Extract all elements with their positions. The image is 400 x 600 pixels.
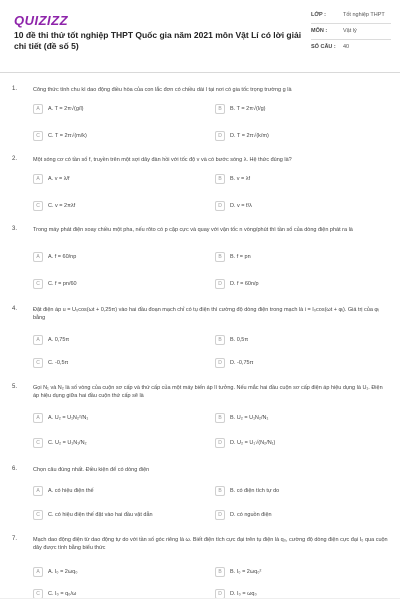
option-letter-box: C	[33, 438, 43, 448]
option-label: D. T = 2π√(k/m)	[230, 133, 269, 139]
question-number: 1.	[12, 86, 18, 92]
document-header	[0, 0, 400, 73]
option-d[interactable]	[215, 510, 370, 520]
question-text: Đặt điện áp u = U₀cos(ωt + 0,25π) vào hai đầu đoạn mạch chỉ có tụ điện thì cường độ dòng điện trong mạch là i = I₀cos(ωt + φᵢ). Giá trị của φᵢ bằng	[33, 307, 379, 321]
option-letter-box: C	[33, 589, 43, 599]
option-letter-box: B	[215, 104, 225, 114]
option-label: B. v = λf	[230, 176, 251, 182]
option-label: B. f = pn	[230, 254, 251, 260]
option-letter-box: D	[215, 279, 225, 289]
option-letter-box: C	[33, 358, 43, 368]
meta-class-label: LỚP :	[311, 12, 326, 18]
option-label: A. U₂ = U₁N₂²/N₁	[48, 415, 89, 421]
option-label: C. v = 2πλf	[48, 203, 76, 209]
question-text: Mạch dao động điện từ dao động tự do với tần số góc riêng là ω. Biết điện tích cực đại trên tụ điện là q₀, cường độ dòng điện cực đại I₀ qua cuộn dây được tính bằng biểu thức	[33, 537, 388, 551]
option-label: A. T = 2π√(g/l)	[48, 106, 84, 112]
question-text: Công thức tính chu kì dao động điều hòa của con lắc đơn có chiều dài l tại nơi có gia tốc trọng trường g là	[33, 87, 292, 93]
option-a[interactable]	[33, 104, 188, 114]
option-letter-box: A	[33, 567, 43, 577]
option-letter-box: C	[33, 201, 43, 211]
option-label: C. I₀ = q₀/ω	[48, 591, 77, 597]
option-letter-box: D	[215, 589, 225, 599]
option-label: B. 0,5π	[230, 337, 249, 343]
option-a[interactable]	[33, 413, 188, 423]
meta-count-label: SỐ CÂU :	[311, 44, 336, 50]
meta-subject	[311, 28, 391, 40]
question-text: Gọi N₁ và N₂ là số vòng của cuộn sơ cấp và thứ cấp của một máy biến áp lí tưởng. Nếu mắc hai đầu cuộn sơ cấp điện áp hiệu dụng là U₁. Điện áp hiệu dụng giữa hai đầu cuộn thứ cấp sẽ là	[33, 385, 383, 399]
option-letter-box: B	[215, 413, 225, 423]
option-a[interactable]	[33, 567, 188, 577]
option-letter-box: D	[215, 358, 225, 368]
option-letter-box: D	[215, 201, 225, 211]
option-c[interactable]	[33, 510, 188, 520]
option-letter-box: A	[33, 174, 43, 184]
option-letter-box: C	[33, 131, 43, 141]
option-a[interactable]	[33, 252, 188, 262]
meta-subject-label: MÔN :	[311, 28, 328, 34]
option-letter-box: D	[215, 510, 225, 520]
option-letter-box: B	[215, 335, 225, 345]
option-letter-box: C	[33, 510, 43, 520]
meta-count	[311, 44, 391, 55]
option-label: A. I₀ = 2ωq₀	[48, 569, 78, 575]
option-c[interactable]	[33, 438, 188, 448]
meta-subject-value: Vật lý	[343, 28, 357, 34]
question-number: 7.	[12, 536, 18, 542]
question-text: Chọn câu đúng nhất. Điều kiện để có dòng điện	[33, 467, 150, 473]
option-b[interactable]	[215, 486, 370, 496]
option-label: C. -0,5π	[48, 360, 69, 366]
option-d[interactable]	[215, 131, 370, 141]
page-bottom-divider	[0, 598, 400, 599]
option-letter-box: B	[215, 567, 225, 577]
option-d[interactable]	[215, 201, 370, 211]
option-label: D. f = 60n/p	[230, 281, 259, 287]
option-c[interactable]	[33, 201, 188, 211]
option-d[interactable]	[215, 358, 370, 368]
question-number: 6.	[12, 466, 18, 472]
document-meta	[311, 12, 391, 59]
option-letter-box: A	[33, 486, 43, 496]
option-b[interactable]	[215, 567, 370, 577]
meta-count-value: 40	[343, 44, 350, 50]
option-letter-box: A	[33, 413, 43, 423]
option-b[interactable]	[215, 413, 370, 423]
option-letter-box: B	[215, 174, 225, 184]
meta-class-value: Tốt nghiệp THPT	[343, 12, 385, 18]
option-b[interactable]	[215, 104, 370, 114]
option-c[interactable]	[33, 131, 188, 141]
option-letter-box: A	[33, 104, 43, 114]
option-label: C. T = 2π√(m/k)	[48, 133, 87, 139]
option-label: A. có hiệu điện thế	[48, 488, 94, 494]
option-label: B. I₀ = 2ωq₀²	[230, 569, 262, 575]
option-d[interactable]	[215, 438, 370, 448]
option-a[interactable]	[33, 174, 188, 184]
question-number: 3.	[12, 226, 18, 232]
option-b[interactable]	[215, 335, 370, 345]
option-letter-box: B	[215, 486, 225, 496]
question-number: 5.	[12, 384, 18, 390]
option-letter-box: A	[33, 252, 43, 262]
option-label: B. có điện tích tự do	[230, 488, 280, 494]
question-text: Một sóng cơ có tần số f, truyền trên một sợi dây đàn hồi với tốc độ v và có bước sóng λ. Hệ thức đúng là?	[33, 157, 292, 163]
option-letter-box: D	[215, 438, 225, 448]
option-a[interactable]	[33, 335, 188, 345]
question-number: 2.	[12, 156, 18, 162]
option-a[interactable]	[33, 486, 188, 496]
option-label: B. U₂ = U₁N₂/N₁	[230, 415, 269, 421]
option-label: D. -0,75π	[230, 360, 254, 366]
document-title: 10 đề thi thử tốt nghiệp THPT Quốc gia năm 2021 môn Vật Lí có lời giải chi tiết (đề số 5)	[14, 30, 302, 51]
quizizz-logo: QUIZIZZ	[14, 13, 69, 28]
question-number: 4.	[12, 306, 18, 312]
option-label: A. 0,75π	[48, 337, 70, 343]
option-label: B. T = 2π√(l/g)	[230, 106, 266, 112]
meta-class	[311, 12, 391, 24]
option-label: A. v = λ/f	[48, 176, 70, 182]
option-label: D. I₀ = ωq₀	[230, 591, 257, 597]
option-c[interactable]	[33, 279, 188, 289]
option-b[interactable]	[215, 174, 370, 184]
option-label: C. có hiệu điện thế đặt vào hai đầu vật dẫn	[48, 512, 153, 518]
option-d[interactable]	[215, 279, 370, 289]
option-letter-box: C	[33, 279, 43, 289]
option-label: D. U₂ = U₁√(N₂/N₁)	[230, 440, 276, 446]
option-c[interactable]	[33, 358, 188, 368]
option-label: D. có nguồn điện	[230, 512, 272, 518]
option-letter-box: A	[33, 335, 43, 345]
option-letter-box: D	[215, 131, 225, 141]
option-label: D. v = f/λ	[230, 203, 252, 209]
question-text: Trong máy phát điện xoay chiều một pha, nếu rôto có p cặp cực và quay với vận tốc n vòng/phút thì tần số của dòng điện phát ra là	[33, 227, 353, 233]
option-label: A. f = 60/np	[48, 254, 77, 260]
option-label: C. U₂ = U₁N₁/N₂	[48, 440, 87, 446]
option-letter-box: B	[215, 252, 225, 262]
option-label: C. f = pn/60	[48, 281, 77, 287]
option-b[interactable]	[215, 252, 370, 262]
